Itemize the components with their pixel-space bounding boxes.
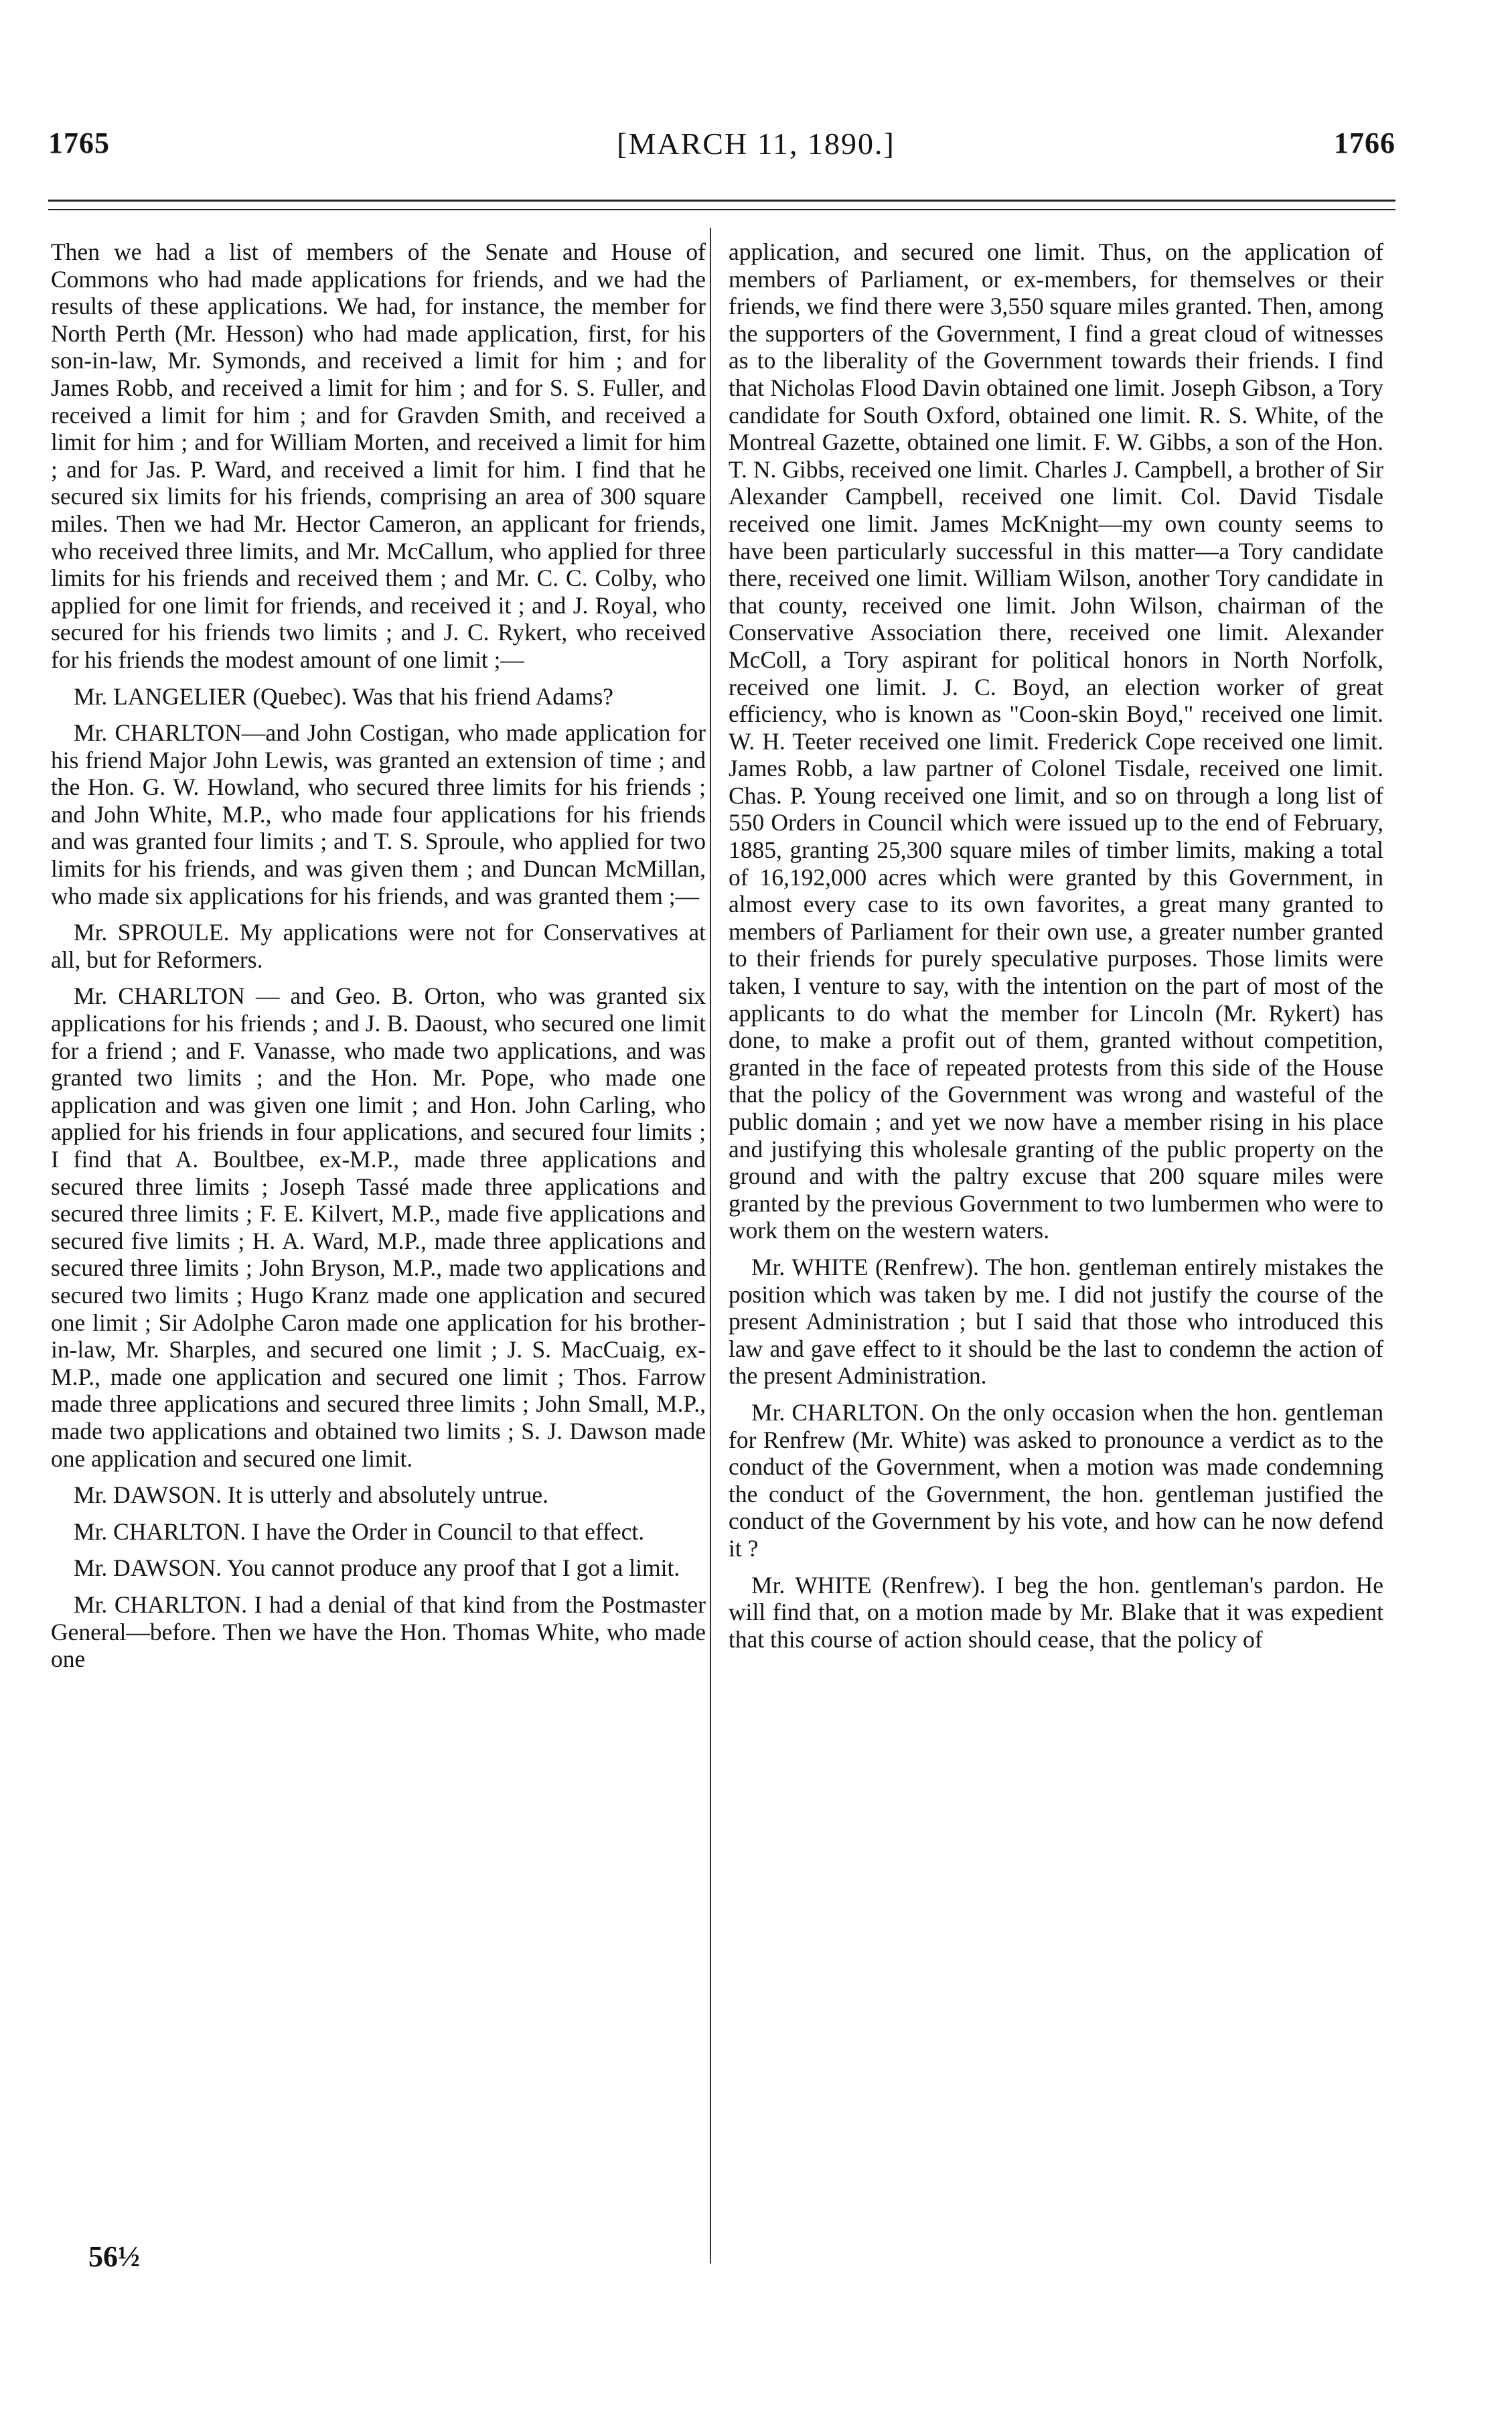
header-rule-top: [48, 200, 1395, 202]
paragraph: Mr. WHITE (Renfrew). I beg the hon. gentleman's pardon. He will find that, on a motion made by Mr. Blake that it was expedient that this course of action should cease, that the policy of: [729, 1571, 1383, 1653]
paragraph: Mr. CHARLTON. I have the Order in Council to that effect.: [74, 1518, 645, 1545]
paragraph: Mr. DAWSON. It is utterly and absolutely untrue.: [74, 1481, 549, 1509]
paragraph: Mr. WHITE (Renfrew). The hon. gentleman entirely mistakes the position which was taken by me. I did not justify the course of the present Administration ; but I said that those who introduced this law and gave effect to it should be the last to condemn the action of the present Administration.: [729, 1253, 1383, 1390]
right-column: [729, 238, 1383, 1662]
page-date-header: [MARCH 11, 1890.]: [617, 127, 895, 161]
paragraph: Mr. CHARLTON. I had a denial of that kind from the Postmaster General—before. Then we have the Hon. Thomas White, who made one: [51, 1591, 706, 1673]
paragraph: Mr. DAWSON. You cannot produce any proof that I got a limit.: [74, 1554, 680, 1582]
paragraph: Then we had a list of members of the Senate and House of Commons who had made applications for friends, and we had the results of these applications. We had, for instance, the member for North Perth (Mr. Hesson) who had made application, first, for his son-in-law, Mr. Symonds, and received a limit for him ; and for James Robb, and received a limit for him ; and for S. S. Fuller, and received a limit for him ; and for Gravden Smith, and received a limit for him ; and for William Morten, and received a limit for him ; and for Jas. P. Ward, and received a limit for him. I find that he secured six limits for his friends, comprising an area of 300 square miles. Then we had Mr. Hector Cameron, an applicant for friends, who received three limits, and Mr. McCallum, who applied for three limits for his friends and received them ; and Mr. C. C. Colby, who applied for one limit for friends, and received it ; and J. Royal, who secured for his friends two limits ; and J. C. Rykert, who received for his friends the modest amount of one limit ;—: [51, 238, 706, 673]
column-divider: [710, 228, 711, 2264]
page-number-left: 1765: [48, 127, 110, 159]
paragraph: application, and secured one limit. Thus, on the application of members of Parliament, or ex-members, for themselves or their friends, we find there were 3,550 square miles granted. Then, among the supporters of the Government, I find a great cloud of witnesses as to the liberality of the Government towards their friends. I find that Nicholas Flood Davin obtained one limit. Joseph Gibson, a Tory candidate for South Oxford, obtained one limit. R. S. White, of the Montreal Gazette, obtained one limit. F. W. Gibbs, a son of the Hon. T. N. Gibbs, received one limit. Charles J. Campbell, a brother of Sir Alexander Campbell, received one limit. Col. David Tisdale received one limit. James McKnight—my own county seems to have been particularly successful in this matter—a Tory candidate there, received one limit. William Wilson, another Tory candidate in that county, received one limit. John Wilson, chairman of the Conservative Association there, received one limit. Alexander McColl, a Tory aspirant for political honors in North Norfolk, received one limit. J. C. Boyd, an election worker of great efficiency, who is known as "Coon-skin Boyd," received one limit. W. H. Teeter received one limit. Frederick Cope received one limit. James Robb, a law partner of Colonel Tisdale, received one limit. Chas. P. Young received one limit, and so on through a long list of 550 Orders in Council which were issued up to the end of February, 1885, granting 25,300 square miles of timber limits, making a total of 16,192,000 acres which were granted by this Government, in almost every case to its own favorites, a great many granted to members of Parliament for their own use, a greater number granted to their friends for purely speculative purposes. Those limits were taken, I venture to say, with the intention on the part of most of the applicants to do what the member for Lincoln (Mr. Rykert) has done, to make a profit out of them, granted without competition, granted in the face of repeated protests from this side of the House that the policy of the Government was wrong and wasteful of the public domain ; and yet we now have a member rising in his place and justifying this wholesale granting of the public property on the ground and with the paltry excuse that 200 square miles were granted by the previous Government to two lumbermen who were to work them on the western waters.: [729, 238, 1383, 1244]
page-number-right: 1766: [1334, 127, 1395, 159]
paragraph: Mr. CHARLTON—and John Costigan, who made application for his friend Major John Lewis, was granted an extension of time ; and the Hon. G. W. Howland, who secured three limits for his friends ; and John White, M.P., who made four applications for his friends and was granted four limits ; and T. S. Sproule, who applied for two limits for his friends, and was given them ; and Duncan McMillan, who made six applications for his friends, and was granted them ;—: [51, 719, 706, 909]
paragraph: Mr. CHARLTON — and Geo. B. Orton, who was granted six applications for his friends ; and J. B. Daoust, who secured one limit for a friend ; and F. Vanasse, who made two applications, and was granted two limits ; and the Hon. Mr. Pope, who made one application and was given one limit ; and Hon. John Carling, who applied for his friends in four applications, and secured four limits ; I find that A. Boultbee, ex-M.P., made three applications and secured three limits ; Joseph Tassé made three applications and secured three limits ; F. E. Kilvert, M.P., made five applications and secured five limits ; H. A. Ward, M.P., made three applications and secured three limits ; John Bryson, M.P., made two applications and secured two limits ; Hugo Kranz made one application and secured one limit ; Sir Adolphe Caron made one application for his brother-in-law, Mr. Sharples, and secured one limit ; J. S. MacCuaig, ex-M.P., made one application and secured one limit ; Thos. Farrow made three applications and secured three limits ; John Small, M.P., made two applications and obtained two limits ; S. J. Dawson made one application and secured one limit.: [51, 982, 706, 1472]
paragraph: Mr. LANGELIER (Quebec). Was that his friend Adams?: [74, 682, 613, 710]
left-column: [51, 238, 706, 1682]
paragraph: Mr. SPROULE. My applications were not for Conservatives at all, but for Reformers.: [51, 919, 706, 973]
header-rule-bottom: [48, 209, 1395, 210]
paragraph: Mr. CHARLTON. On the only occasion when the hon. gentleman for Renfrew (Mr. White) was asked to pronounce a verdict as to the conduct of the Government, when a motion was made condemning the conduct of the Government, the hon. gentleman justified the conduct of the Government by his vote, and how can he now defend it ?: [729, 1398, 1383, 1562]
signature-mark: 56½: [88, 2240, 140, 2273]
